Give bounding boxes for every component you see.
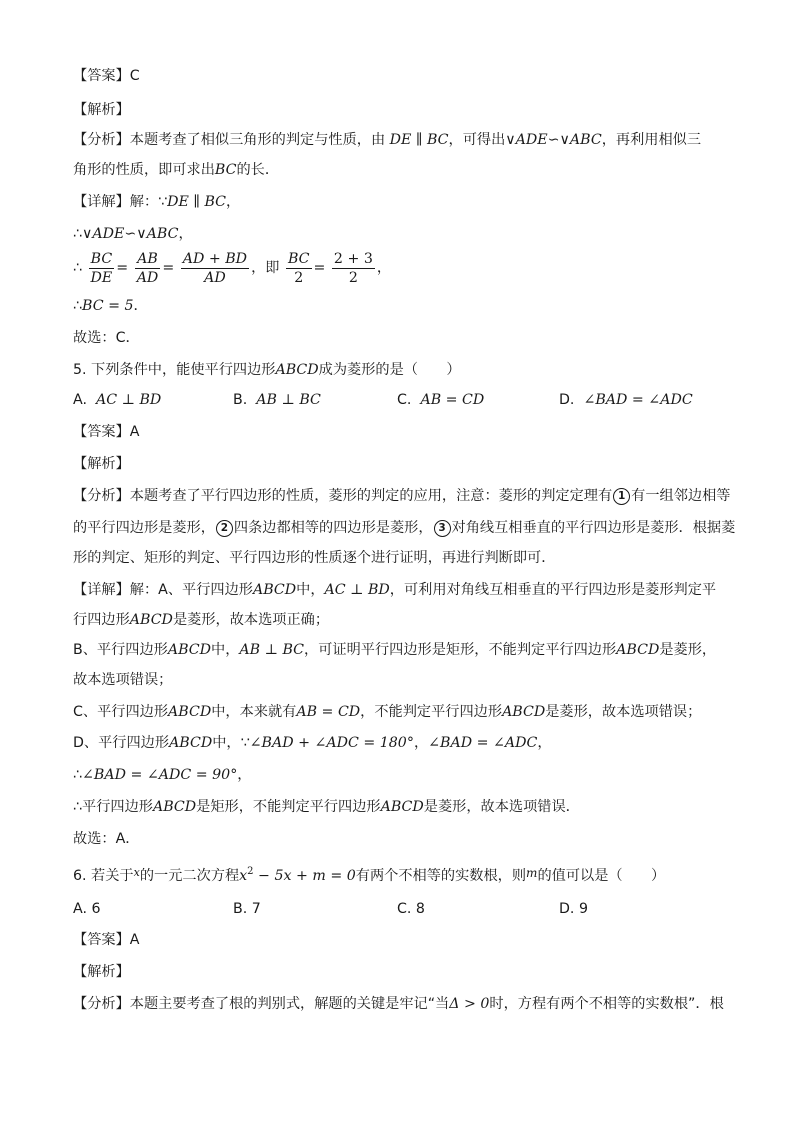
- solution-line: ∴BC = 5．: [73, 298, 148, 314]
- solution-line: ∴平行四边形ABCD是矩形，不能判定平行四边形ABCD是菱形，故本选项错误．: [73, 799, 580, 815]
- solution-line: 【详解】解：A、平行四边形ABCD中，AC ⊥ BD，可利用对角线互相垂直的平行四边形是菱形判定平: [73, 582, 717, 598]
- solution-line: B、平行四边形ABCD中，AB ⊥ BC，可证明平行四边形是矩形，不能判定平行四边形ABCD是菱形，: [73, 642, 717, 658]
- choice-line: 故选：A．: [73, 831, 140, 847]
- circled-number: 3: [434, 520, 451, 537]
- analysis-line: 形的判定、矩形的判定、平行四边形的性质逐个进行证明，再进行判断即可．: [73, 550, 556, 566]
- fraction: $\frac{2 + 3}{2}$: [333, 250, 373, 286]
- option-a: A. 6: [73, 901, 101, 917]
- answer-label: 【答案】A: [73, 424, 140, 440]
- solution-line: 故本选项错误；: [73, 672, 173, 688]
- fraction: $\frac{BC}{2}$: [287, 250, 310, 286]
- question-stem: 6. 若关于$^x$的一元二次方程$x^2 - 5x + m = 0$有两个不相等的实数根，则$^m$的值可以是（ ）: [73, 866, 666, 884]
- solution-line: 【详解】解：∵DE ∥ BC，: [73, 194, 241, 210]
- answer-label: 【答案】C: [73, 68, 140, 84]
- options-row: [73, 390, 733, 410]
- solution-line: C、平行四边形ABCD中，本来就有AB = CD，不能判定平行四边形ABCD是菱形，故本选项错误；: [73, 704, 702, 720]
- solution-line: D、平行四边形ABCD中，∵∠BAD + ∠ADC = 180°，∠BAD = ∠ADC，: [73, 735, 552, 751]
- circled-number: 2: [216, 520, 233, 537]
- options-row: [73, 899, 733, 919]
- answer-label: 【答案】A: [73, 932, 140, 948]
- analysis-line: 【分析】本题考查了平行四边形的性质，菱形的判定的应用，注意：菱形的判定定理有 1 有一组邻边相等: [73, 488, 731, 504]
- fraction: $\frac{BC}{DE}$: [90, 250, 113, 286]
- analysis-label: 【解析】: [73, 456, 130, 472]
- analysis-line: 【分析】本题主要考查了根的判别式，解题的关键是牢记“当Δ > 0时，方程有两个不相等的实数根”．根: [73, 996, 724, 1012]
- option-b: B. 7: [233, 901, 261, 917]
- analysis-line: 的平行四边形是菱形， 2 四条边都相等的四边形是菱形， 3 对角线互相垂直的平行四边形是菱形．根据菱: [73, 520, 736, 536]
- fraction-equation: ∴ $\frac{BC}{DE}$ = $\frac{AB}{AD}$ = $\frac{AD + BD}{AD}$ ，即 $\frac{BC}{2}$ = $\frac{2 + 3}{2}$ ，: [73, 250, 392, 286]
- option-c: C. AB = CD: [397, 392, 485, 408]
- fraction: $\frac{AB}{AD}$: [136, 250, 159, 286]
- analysis-label: 【解析】: [73, 964, 130, 980]
- option-d: D. 9: [559, 901, 588, 917]
- option-b: B. AB ⊥ BC: [233, 392, 321, 408]
- option-c: C. 8: [397, 901, 425, 917]
- solution-line: ∴∠BAD = ∠ADC = 90°，: [73, 767, 252, 783]
- analysis-line: 【分析】本题考查了相似三角形的判定与性质，由 DE ∥ BC，可得出∨ADE∽∨ABC，再利用相似三: [73, 132, 702, 148]
- circled-number: 1: [613, 488, 630, 505]
- solution-line: ∴∨ADE∽∨ABC，: [73, 226, 193, 242]
- analysis-line: 角形的性质，即可求出BC的长．: [73, 162, 280, 178]
- fraction: $\frac{AD + BD}{AD}$: [182, 250, 248, 286]
- option-d: D. ∠BAD = ∠ADC: [559, 392, 693, 408]
- choice-line: 故选：C．: [73, 330, 140, 346]
- solution-line: 行四边形ABCD是菱形，故本选项正确；: [73, 612, 330, 628]
- question-stem: 5. 下列条件中，能使平行四边形ABCD成为菱形的是（ ）: [73, 362, 461, 378]
- option-a: A. AC ⊥ BD: [73, 392, 162, 408]
- analysis-label: 【解析】: [73, 102, 130, 118]
